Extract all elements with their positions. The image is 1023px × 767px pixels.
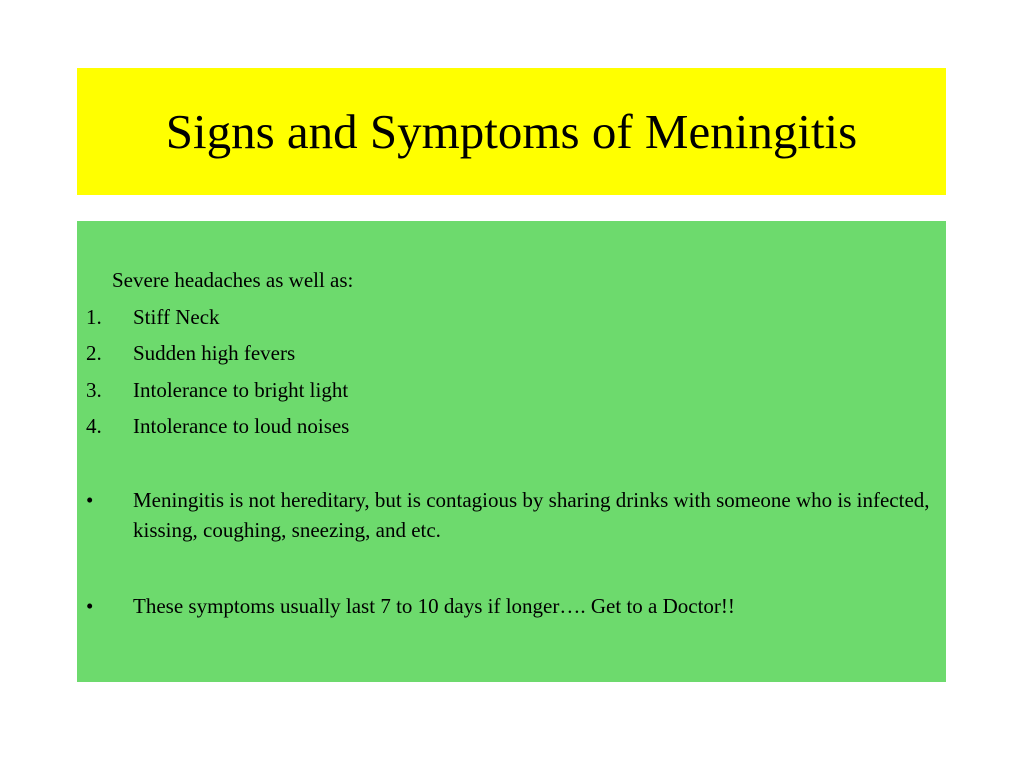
slide-title: Signs and Symptoms of Meningitis	[165, 104, 858, 159]
intro-text: Severe headaches as well as:	[112, 268, 354, 292]
list-number: 2.	[86, 341, 102, 365]
list-number: 1.	[86, 305, 102, 329]
bullet-marker: •	[86, 594, 94, 618]
bullet-text: Meningitis is not hereditary, but is contagious by sharing drinks with someone who is infected, kissing, coughing, sneezing, and etc.	[133, 488, 930, 542]
bullet-text: These symptoms usually last 7 to 10 days if longer…. Get to a Doctor!!	[133, 594, 735, 618]
list-number: 4.	[86, 414, 102, 438]
list-number: 3.	[86, 378, 102, 402]
bullet-marker: •	[86, 488, 94, 512]
title-box	[77, 68, 946, 195]
list-item-text: Intolerance to loud noises	[133, 414, 350, 438]
list-item-text: Stiff Neck	[133, 305, 220, 329]
content-box	[77, 221, 946, 682]
list-item-text: Sudden high fevers	[133, 341, 296, 365]
list-item-text: Intolerance to bright light	[133, 378, 349, 402]
